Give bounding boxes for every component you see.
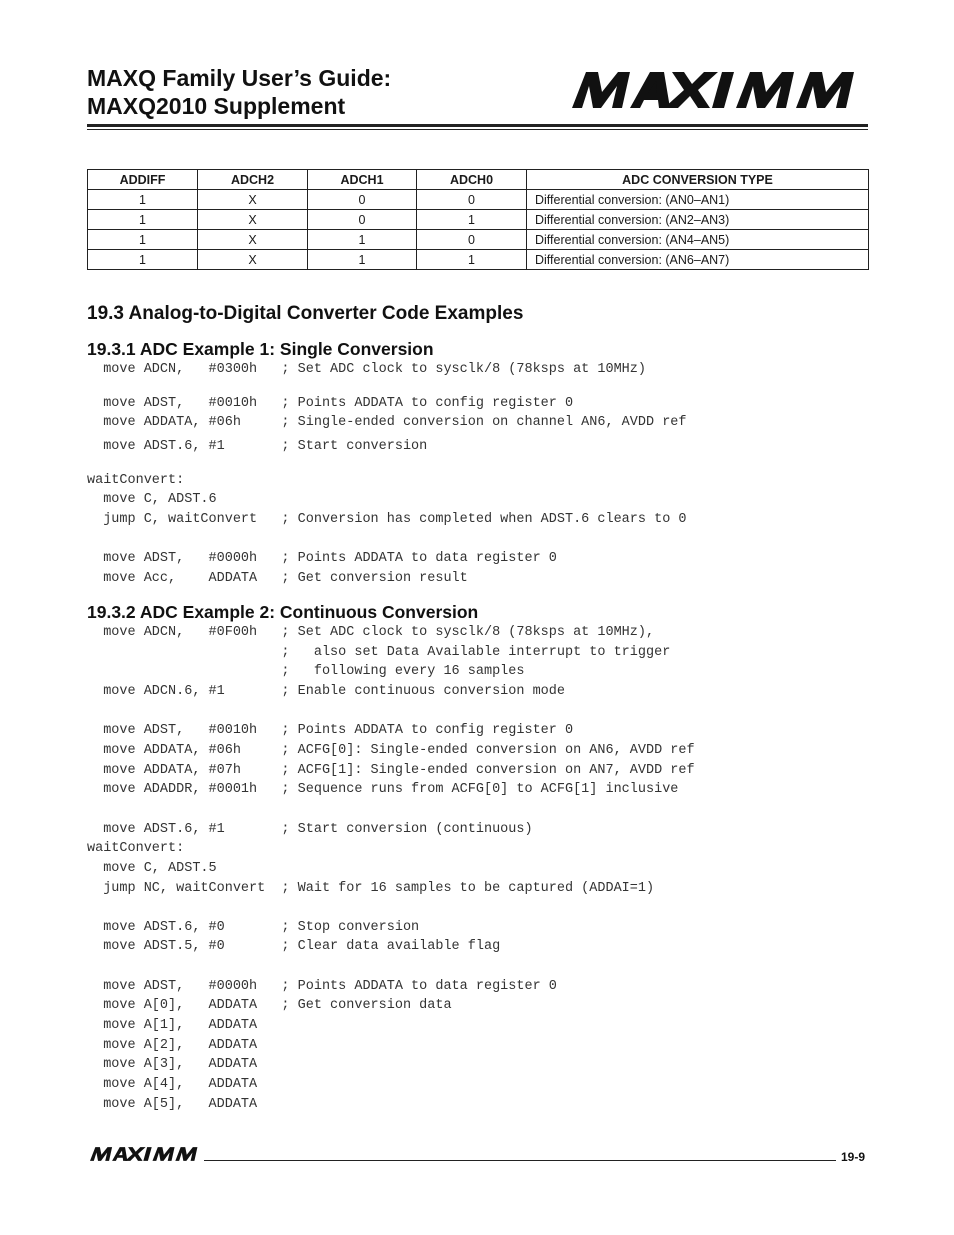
code-line: move ADCN, #0300h ; Set ADC clock to sysclk/8 (78ksps at 10MHz): [87, 362, 646, 377]
title-line-2: MAXQ2010 Supplement: [87, 93, 346, 119]
code-line: move ADDATA, #06h ; ACFG[0]: Single-ended conversion on AN6, AVDD ref: [87, 743, 695, 758]
adc-conversion-table: [87, 169, 869, 270]
code-line: move ADST.5, #0 ; Clear data available flag: [87, 939, 501, 954]
code-line: move A[0], ADDATA ; Get conversion data: [87, 998, 452, 1013]
table-row: [88, 210, 869, 230]
footer-rule: [204, 1160, 836, 1161]
code-line: jump C, waitConvert ; Conversion has completed when ADST.6 clears to 0: [87, 512, 687, 527]
code-line: move ADCN.6, #1 ; Enable continuous conversion mode: [87, 684, 565, 699]
code-line: ; also set Data Available interrupt to trigger: [87, 645, 671, 660]
table-row: [88, 190, 869, 210]
code-line: move ADCN, #0F00h ; Set ADC clock to sysclk/8 (78ksps at 10MHz),: [87, 625, 655, 640]
code-line: move ADDATA, #06h ; Single-ended conversion on channel AN6, AVDD ref: [87, 415, 687, 430]
code-line: move ADADDR, #0001h ; Sequence runs from ACFG[0] to ACFG[1] inclusive: [87, 782, 679, 797]
title-line-1: MAXQ Family User’s Guide:: [87, 65, 392, 91]
table-cell: 1: [88, 230, 198, 250]
code-line: move C, ADST.6: [87, 492, 217, 507]
code-line: move A[3], ADDATA: [87, 1057, 258, 1072]
table-cell: Differential conversion: (AN6–AN7): [527, 250, 869, 270]
code-line: waitConvert:: [87, 473, 185, 488]
table-cell: 1: [308, 230, 417, 250]
table-cell: X: [198, 250, 308, 270]
header-rule-thin: [87, 129, 868, 130]
code-line: ; following every 16 samples: [87, 664, 525, 679]
page-number: 19-9: [841, 1150, 866, 1164]
code-line: move ADST, #0010h ; Points ADDATA to config register 0: [87, 396, 574, 411]
table-cell: 1: [88, 190, 198, 210]
table-cell: 1: [88, 250, 198, 270]
section-heading: 19.3 Analog-to-Digital Converter Code Examples: [87, 303, 524, 324]
code-line: move ADST.6, #1 ; Start conversion (continuous): [87, 822, 533, 837]
column-header-addiff: ADDIFF: [88, 170, 198, 190]
table-cell: 1: [308, 250, 417, 270]
table-cell: Differential conversion: (AN4–AN5): [527, 230, 869, 250]
code-line: move C, ADST.5: [87, 861, 217, 876]
code-line: move Acc, ADDATA ; Get conversion result: [87, 571, 468, 586]
table-row: [88, 230, 869, 250]
code-line: jump NC, waitConvert ; Wait for 16 samples to be captured (ADDAI=1): [87, 881, 655, 896]
code-line: move ADST, #0000h ; Points ADDATA to data register 0: [87, 979, 557, 994]
example-2-heading: 19.3.2 ADC Example 2: Continuous Conversion: [87, 602, 479, 622]
maxim-footer-logo: [90, 1146, 202, 1162]
code-line: move ADST, #0000h ; Points ADDATA to data register 0: [87, 551, 557, 566]
code-line: move A[2], ADDATA: [87, 1038, 258, 1053]
document-title: [87, 64, 567, 120]
code-line: move ADST.6, #0 ; Stop conversion: [87, 920, 420, 935]
table-header-row: [88, 170, 869, 190]
table-cell: Differential conversion: (AN0–AN1): [527, 190, 869, 210]
column-header-adch0: ADCH0: [417, 170, 527, 190]
column-header-conversion-type: ADC CONVERSION TYPE: [527, 170, 869, 190]
table-cell: 1: [417, 210, 527, 230]
table-cell: X: [198, 230, 308, 250]
code-line: move A[4], ADDATA: [87, 1077, 258, 1092]
table-cell: 0: [417, 190, 527, 210]
column-header-adch2: ADCH2: [198, 170, 308, 190]
example-1-heading: 19.3.1 ADC Example 1: Single Conversion: [87, 339, 434, 359]
column-header-adch1: ADCH1: [308, 170, 417, 190]
code-line: move ADDATA, #07h ; ACFG[1]: Single-ended conversion on AN7, AVDD ref: [87, 763, 695, 778]
table-cell: X: [198, 190, 308, 210]
example-2-code: [87, 625, 695, 1112]
table-cell: 0: [308, 190, 417, 210]
header-rule: [87, 124, 868, 127]
example-1-code: [87, 362, 687, 586]
code-line: move ADST, #0010h ; Points ADDATA to config register 0: [87, 723, 574, 738]
table-cell: Differential conversion: (AN2–AN3): [527, 210, 869, 230]
code-line: move ADST.6, #1 ; Start conversion: [87, 439, 428, 454]
table-cell: 1: [417, 250, 527, 270]
code-line: move A[1], ADDATA: [87, 1018, 258, 1033]
table-cell: X: [198, 210, 308, 230]
code-line: move A[5], ADDATA: [87, 1097, 258, 1112]
table-cell: 1: [88, 210, 198, 230]
maxim-logo: [572, 70, 866, 110]
table-cell: 0: [308, 210, 417, 230]
table-row: [88, 250, 869, 270]
table-cell: 0: [417, 230, 527, 250]
code-line: waitConvert:: [87, 841, 185, 856]
